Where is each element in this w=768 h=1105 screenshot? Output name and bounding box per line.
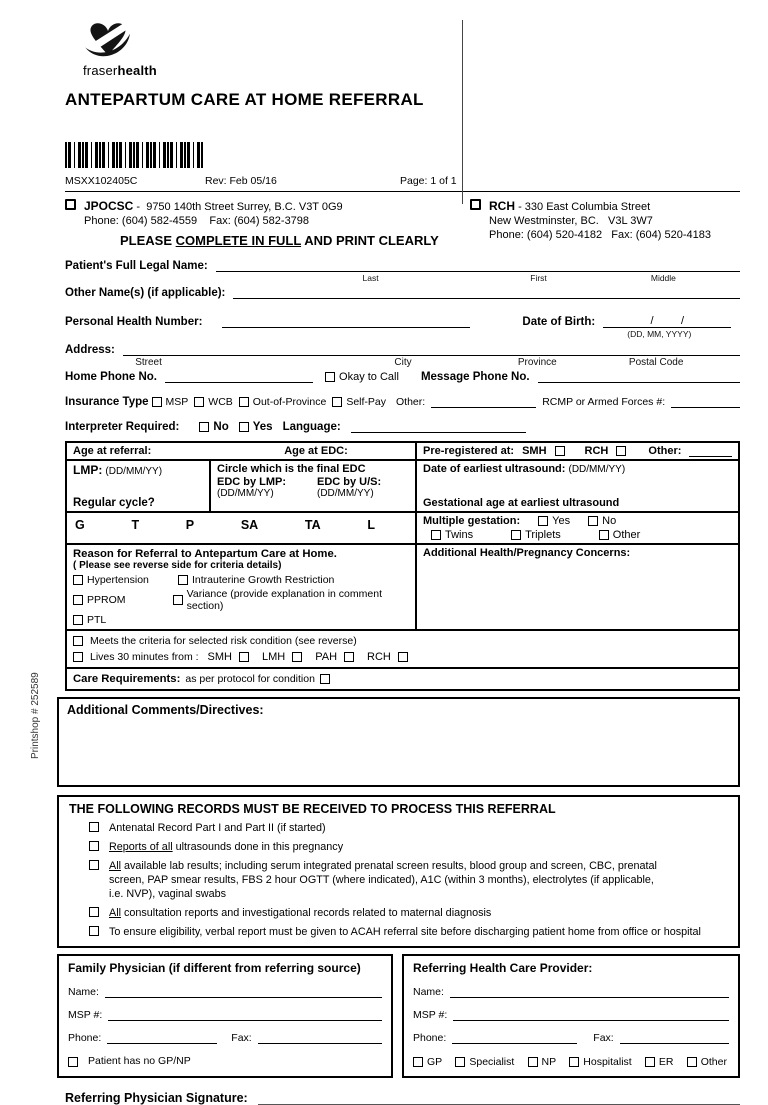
interpreter-yes-option[interactable]: Yes xyxy=(239,421,273,433)
rcmp-label: RCMP or Armed Forces #: xyxy=(542,396,666,408)
no-gp-label: Patient has no GP/NP xyxy=(88,1055,191,1068)
prereg-smh-checkbox[interactable] xyxy=(555,446,565,456)
specialist-checkbox[interactable] xyxy=(455,1057,465,1067)
address-row xyxy=(65,343,740,368)
jpocsc-checkbox[interactable] xyxy=(65,199,76,210)
printshop-number: Printshop # 252589 xyxy=(30,672,41,759)
interpreter-no-checkbox[interactable] xyxy=(199,422,209,432)
lives-30-checkbox[interactable] xyxy=(73,652,83,662)
record-item-consults: All consultation reports and investigational records related to maternal diagnosis xyxy=(69,906,728,920)
record-ultrasounds-checkbox[interactable] xyxy=(89,841,99,851)
rch-contact: Phone: (604) 520-4182 Fax: (604) 520-4183 xyxy=(489,229,711,241)
records-box xyxy=(57,795,740,948)
barcode xyxy=(65,142,203,168)
rp-name-label: Name: xyxy=(413,986,444,999)
dob-input[interactable]: / / (DD, MM, YYYY) xyxy=(603,315,731,328)
phone-row xyxy=(65,370,740,383)
referring-provider-box xyxy=(402,954,740,1078)
interpreter-label: Interpreter Required: xyxy=(65,421,180,433)
home-phone-input[interactable] xyxy=(165,370,313,383)
family-physician-title: Family Physician (if different from referring source) xyxy=(68,961,361,976)
fp-name-label: Name: xyxy=(68,986,99,999)
record-consults-checkbox[interactable] xyxy=(89,907,99,917)
insurance-other-input[interactable] xyxy=(431,395,536,408)
record-item-ultrasounds: Reports of all ultrasounds done in this pregnancy xyxy=(69,840,728,854)
wcb-checkbox[interactable] xyxy=(194,397,204,407)
criteria-row xyxy=(67,631,738,669)
edc-by-lmp-label: EDC by LMP: xyxy=(217,476,287,488)
signature-row xyxy=(65,1091,740,1105)
age-header-row xyxy=(67,443,738,461)
rp-msp-label: MSP #: xyxy=(413,1009,448,1022)
insurance-selfpay-option[interactable]: Self-Pay xyxy=(332,396,386,408)
provider-type-options xyxy=(413,1056,729,1068)
lmp-edc-row xyxy=(67,461,738,513)
reason-hypertension-option[interactable]: Hypertension xyxy=(73,574,178,586)
okay-to-call-checkbox[interactable] xyxy=(325,372,335,382)
variance-checkbox[interactable] xyxy=(173,595,183,605)
lives-30-option: Lives 30 minutes from : SMH LMH PAH RCH xyxy=(73,651,732,663)
mg-triplets-option[interactable]: Triplets xyxy=(511,529,561,541)
comments-box[interactable] xyxy=(57,697,740,787)
fp-name-input[interactable] xyxy=(105,987,382,998)
record-antenatal-checkbox[interactable] xyxy=(89,822,99,832)
type-er-option[interactable]: ER xyxy=(645,1056,674,1068)
insurance-row xyxy=(65,395,740,408)
phn-input[interactable] xyxy=(222,315,470,328)
phn-label: Personal Health Number: xyxy=(65,316,203,328)
reason-row xyxy=(67,545,738,631)
type-gp-option[interactable]: GP xyxy=(413,1056,442,1068)
language-label: Language: xyxy=(282,421,341,433)
lives-lmh-checkbox[interactable] xyxy=(292,652,302,662)
meets-criteria-checkbox[interactable] xyxy=(73,636,83,646)
mg-other-checkbox[interactable] xyxy=(599,530,609,540)
insurance-wcb-option[interactable]: WCB xyxy=(194,396,233,408)
insurance-label: Insurance Type xyxy=(65,396,149,408)
interpreter-row xyxy=(65,420,740,433)
lives-rch-checkbox[interactable] xyxy=(398,652,408,662)
provider-section xyxy=(57,954,740,1078)
care-requirements-label: Care Requirements: xyxy=(73,673,181,685)
care-requirements-row: Care Requirements: as per protocol for condition xyxy=(67,669,738,689)
signature-input[interactable] xyxy=(258,1092,740,1105)
gtpal-row xyxy=(67,513,738,545)
earliest-ultrasound-label: Date of earliest ultrasound: xyxy=(423,463,566,475)
meets-criteria-option[interactable]: Meets the criteria for selected risk condition (see reverse) xyxy=(73,635,732,647)
insurance-oop-option[interactable]: Out-of-Province xyxy=(239,396,327,408)
lives-smh-checkbox[interactable] xyxy=(239,652,249,662)
message-phone-label: Message Phone No. xyxy=(420,371,530,383)
preregistered-label: Pre-registered at: xyxy=(423,445,515,457)
reason-variance-option[interactable]: Variance (provide explanation in comment section) xyxy=(173,588,409,612)
other-names-row xyxy=(65,286,740,299)
form-title: ANTEPARTUM CARE AT HOME REFERRAL xyxy=(65,90,424,109)
insurance-other-label: Other: xyxy=(396,396,426,408)
reason-iugr-option[interactable]: Intrauterine Growth Restriction xyxy=(178,574,334,586)
record-labs-checkbox[interactable] xyxy=(89,860,99,870)
age-at-edc-label: Age at EDC: xyxy=(284,445,348,457)
other-names-label: Other Name(s) (if applicable): xyxy=(65,287,226,299)
rcmp-input[interactable] xyxy=(671,395,740,408)
record-item-labs: All available lab results; including serum integrated prenatal screen results, blood group and screen, CBC, prenatal screen, PAP smear results, FBS 2 hour OGTT (where indicated), A1C (within 3 months), electrolytes (if applicable, i.e. NVP), vaginal swabs xyxy=(69,859,728,901)
care-requirements-checkbox[interactable] xyxy=(320,674,330,684)
barcode-number: MSXX102405C xyxy=(65,175,138,187)
clinical-table xyxy=(65,441,740,691)
interpreter-yes-checkbox[interactable] xyxy=(239,422,249,432)
record-item-eligibility: To ensure eligibility, verbal report must be given to ACAH referral site before discharging patient home from office or hospital xyxy=(69,925,728,939)
lmp-label: LMP: xyxy=(73,463,103,477)
fp-fax-input[interactable] xyxy=(258,1033,382,1044)
dob-format-hint: (DD, MM, YYYY) xyxy=(627,329,692,339)
preregistered-cell: Pre-registered at: SMH RCH Other: xyxy=(417,443,738,459)
address-input[interactable]: Street City Province Postal Code xyxy=(123,343,740,356)
ultrasound-cell: Date of earliest ultrasound: (DD/MM/YY) Gestational age at earliest ultrasound xyxy=(417,461,738,511)
instruction-text: PLEASE COMPLETE IN FULL AND PRINT CLEARLY xyxy=(120,233,439,248)
reason-pprom-option[interactable]: PPROM xyxy=(73,588,173,612)
rch-checkbox[interactable] xyxy=(470,199,481,210)
concerns-cell: Additional Health/Pregnancy Concerns: xyxy=(423,547,631,559)
other-names-input[interactable] xyxy=(233,286,740,299)
language-input[interactable] xyxy=(351,420,526,433)
home-phone-label: Home Phone No. xyxy=(65,371,158,383)
edc-cell: Circle which is the final EDC EDC by LMP: EDC by U/S: (DD/MM/YY) (DD/MM/YY) xyxy=(211,461,415,511)
okay-to-call-option[interactable]: Okay to Call xyxy=(325,371,399,383)
mg-triplets-checkbox[interactable] xyxy=(511,530,521,540)
facility-jpocsc: JPOCSC - 9750 140th Street Surrey, B.C. V3T 0G9 Phone: (604) 582-4559 Fax: (604) 582-3798 xyxy=(65,199,450,228)
family-physician-box xyxy=(57,954,393,1078)
rp-name-input[interactable] xyxy=(450,987,729,998)
mg-no-option[interactable]: No xyxy=(588,515,616,527)
records-title: THE FOLLOWING RECORDS MUST BE RECEIVED TO PROCESS THIS REFERRAL xyxy=(69,802,556,816)
rp-phone-label: Phone: xyxy=(413,1032,447,1045)
self-pay-checkbox[interactable] xyxy=(332,397,342,407)
rp-phone-input[interactable] xyxy=(452,1033,577,1044)
er-checkbox[interactable] xyxy=(645,1057,655,1067)
out-of-province-checkbox[interactable] xyxy=(239,397,249,407)
reason-title: Reason for Referral to Antepartum Care at Home. xyxy=(73,548,337,560)
rp-fax-input[interactable] xyxy=(620,1033,729,1044)
multiple-gestation-label: Multiple gestation: xyxy=(423,515,521,527)
dob-label: Date of Birth: xyxy=(522,316,596,328)
pprom-checkbox[interactable] xyxy=(73,595,83,605)
signature-label: Referring Physician Signature: xyxy=(65,1091,248,1105)
comments-label: Additional Comments/Directives: xyxy=(67,703,264,717)
lmp-cell: LMP: (DD/MM/YY) Regular cycle? xyxy=(67,461,211,511)
mg-yes-checkbox[interactable] xyxy=(538,516,548,526)
iugr-checkbox[interactable] xyxy=(178,575,188,585)
fp-phone-label: Phone: xyxy=(68,1032,102,1045)
mg-other-option[interactable]: Other xyxy=(599,529,641,541)
reason-cell xyxy=(67,545,417,629)
other-type-checkbox[interactable] xyxy=(687,1057,697,1067)
page-number: Page: 1 of 1 xyxy=(400,175,457,187)
jpocsc-contact: Phone: (604) 582-4559 Fax: (604) 582-3798 xyxy=(84,215,310,227)
record-eligibility-checkbox[interactable] xyxy=(89,926,99,936)
np-checkbox[interactable] xyxy=(528,1057,538,1067)
regular-cycle-label: Regular cycle? xyxy=(73,497,155,509)
message-phone-input[interactable] xyxy=(538,370,740,383)
rp-fax-label: Fax: xyxy=(593,1032,614,1045)
prereg-rch-checkbox[interactable] xyxy=(616,446,626,456)
record-item-antenatal: Antenatal Record Part I and Part II (if started) xyxy=(69,821,728,835)
interpreter-no-option[interactable]: No xyxy=(199,421,228,433)
address-label: Address: xyxy=(65,344,115,356)
facility-selection xyxy=(65,199,740,248)
type-hospitalist-option[interactable]: Hospitalist xyxy=(569,1056,631,1068)
patient-name-input[interactable]: Last First Middle xyxy=(216,259,740,272)
prereg-other-input[interactable] xyxy=(689,446,732,457)
gestational-age-label: Gestational age at earliest ultrasound xyxy=(423,497,620,509)
mg-no-checkbox[interactable] xyxy=(588,516,598,526)
fp-phone-input[interactable] xyxy=(107,1033,217,1044)
mg-twins-option[interactable]: Twins xyxy=(431,529,473,541)
facility-rch: RCH - 330 East Columbia Street New Westminster, BC. V3L 3W7 Phone: (604) 520-4182 Fax: (604) 520-4183 xyxy=(470,199,740,242)
circle-final-edc-label: Circle which is the final EDC xyxy=(217,463,366,475)
header-divider xyxy=(462,20,463,204)
patient-name-label: Patient's Full Legal Name: xyxy=(65,260,208,272)
no-gp-checkbox[interactable] xyxy=(68,1057,78,1067)
type-np-option[interactable]: NP xyxy=(528,1056,557,1068)
reason-ptl-option[interactable]: PTL xyxy=(73,614,178,626)
multiple-gestation-cell xyxy=(417,513,738,543)
mg-yes-option[interactable]: Yes xyxy=(538,515,570,527)
fp-msp-input[interactable] xyxy=(108,1010,382,1021)
mg-twins-checkbox[interactable] xyxy=(431,530,441,540)
referring-provider-title: Referring Health Care Provider: xyxy=(413,961,593,976)
insurance-msp-option[interactable]: MSP xyxy=(152,396,189,408)
msp-checkbox[interactable] xyxy=(152,397,162,407)
type-specialist-option[interactable]: Specialist xyxy=(455,1056,514,1068)
lives-pah-checkbox[interactable] xyxy=(344,652,354,662)
reason-subtitle: ( Please see reverse side for criteria details) xyxy=(73,560,282,571)
phn-dob-row xyxy=(65,315,740,339)
prereg-other-label: Other: xyxy=(648,445,682,457)
hypertension-checkbox[interactable] xyxy=(73,575,83,585)
ptl-checkbox[interactable] xyxy=(73,615,83,625)
hospitalist-checkbox[interactable] xyxy=(569,1057,579,1067)
patient-name-row xyxy=(65,259,740,283)
barcode-meta-row xyxy=(65,175,740,192)
revision-date: Rev: Feb 05/16 xyxy=(205,175,277,187)
type-other-option[interactable]: Other xyxy=(687,1056,727,1068)
age-at-referral-label: Age at referral: xyxy=(73,445,152,457)
gp-checkbox[interactable] xyxy=(413,1057,423,1067)
rp-msp-input[interactable] xyxy=(453,1010,729,1021)
edc-by-us-label: EDC by U/S: xyxy=(317,476,382,488)
fraser-health-logo-icon xyxy=(83,20,133,62)
brand-text: fraserhealth xyxy=(83,63,157,78)
gtpal-cell: G T P SA TA L xyxy=(67,513,417,543)
fp-fax-label: Fax: xyxy=(231,1032,252,1045)
fp-msp-label: MSP #: xyxy=(68,1009,103,1022)
